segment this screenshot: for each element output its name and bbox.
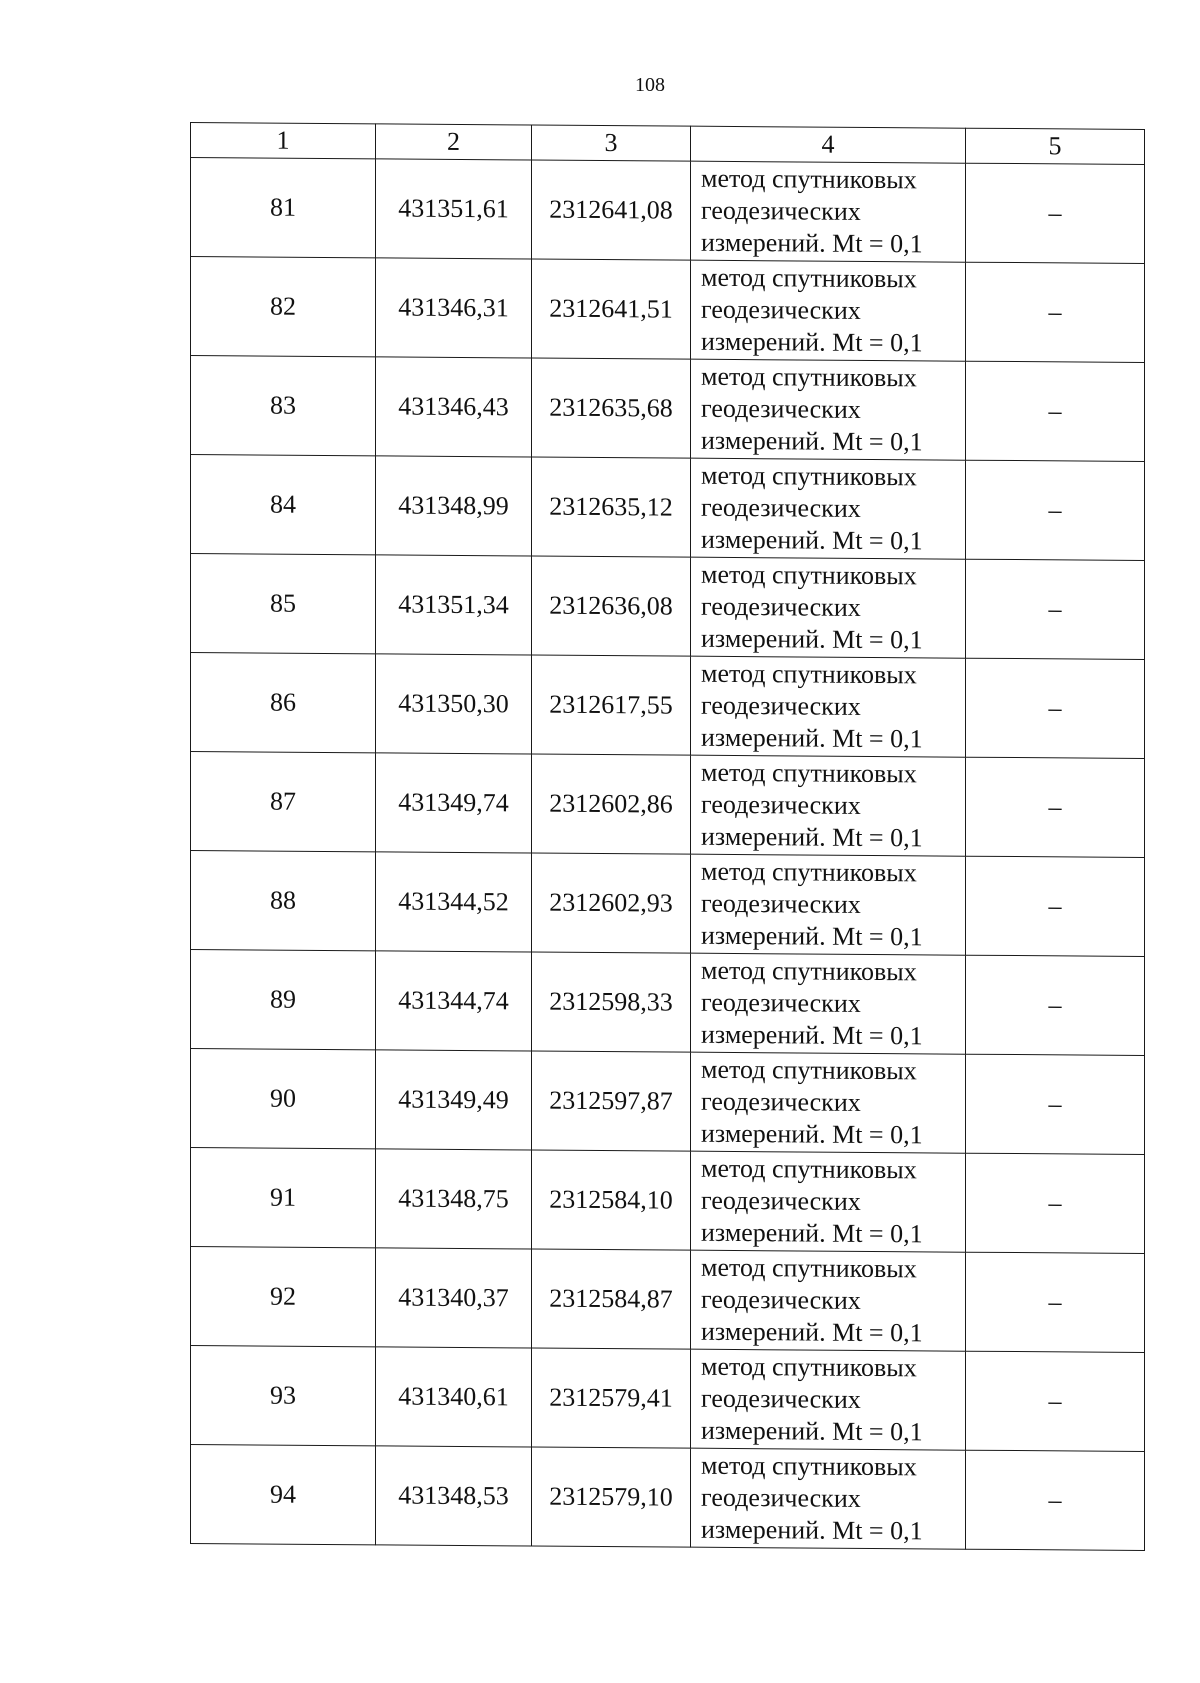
method-line: геодезических [701,987,861,1018]
table-row [191,752,1145,858]
y-coordinate-cell: 2312597,87 [532,1051,691,1151]
y-coordinate-cell: 2312641,08 [532,160,691,260]
table-row [191,158,1145,264]
table-row [191,851,1145,957]
method-line: измерений. Mt = 0,1 [701,1019,923,1051]
header-col-4: 4 [691,126,966,163]
y-coordinate-cell: 2312598,33 [532,952,691,1052]
point-number-cell: 87 [191,752,376,852]
method-cell [691,1151,966,1252]
method-line: геодезических [701,789,861,820]
method-line: метод спутниковых [701,1351,917,1383]
note-cell: – [966,856,1145,956]
y-coordinate-cell: 2312602,86 [532,754,691,854]
table-row [191,554,1145,660]
method-line: измерений. Mt = 0,1 [701,1415,923,1447]
x-coordinate-cell: 431348,99 [376,456,532,556]
y-coordinate-cell: 2312579,10 [532,1447,691,1547]
method-line: геодезических [701,1185,861,1216]
point-number-cell: 81 [191,158,376,258]
x-coordinate-cell: 431346,43 [376,357,532,457]
header-col-1: 1 [191,123,376,159]
table-row [191,1247,1145,1353]
method-line: геодезических [701,1284,861,1315]
point-number-cell: 83 [191,356,376,456]
y-coordinate-cell: 2312636,08 [532,556,691,656]
method-line: измерений. Mt = 0,1 [701,425,923,457]
method-line: геодезических [701,1383,861,1414]
method-line: метод спутниковых [701,757,917,789]
note-cell: – [966,460,1145,560]
note-cell: – [966,163,1145,263]
method-line: измерений. Mt = 0,1 [701,821,923,853]
method-line: измерений. Mt = 0,1 [701,227,923,259]
method-line: геодезических [701,393,861,424]
method-line: метод спутниковых [701,361,917,393]
method-cell [691,1349,966,1450]
method-cell [691,755,966,856]
method-line: геодезических [701,1086,861,1117]
method-line: геодезических [701,690,861,721]
x-coordinate-cell: 431348,75 [376,1149,532,1249]
note-cell: – [966,559,1145,659]
y-coordinate-cell: 2312584,10 [532,1150,691,1250]
x-coordinate-cell: 431350,30 [376,654,532,754]
method-cell [691,1250,966,1351]
point-number-cell: 90 [191,1049,376,1149]
coordinates-table [190,122,1145,1551]
x-coordinate-cell: 431344,74 [376,951,532,1051]
table-row [191,1148,1145,1254]
method-line: геодезических [701,492,861,523]
page-number: 108 [635,74,665,96]
table-row [191,455,1145,561]
method-line: метод спутниковых [701,460,917,492]
point-number-cell: 88 [191,851,376,951]
method-line: геодезических [701,1482,861,1513]
y-coordinate-cell: 2312635,12 [532,457,691,557]
y-coordinate-cell: 2312635,68 [532,358,691,458]
table-row [191,950,1145,1056]
point-number-cell: 82 [191,257,376,357]
x-coordinate-cell: 431344,52 [376,852,532,952]
x-coordinate-cell: 431349,49 [376,1050,532,1150]
y-coordinate-cell: 2312579,41 [532,1348,691,1448]
header-col-3: 3 [532,125,691,161]
method-line: метод спутниковых [701,1450,917,1482]
method-line: метод спутниковых [701,262,917,294]
method-line: метод спутниковых [701,955,917,987]
method-line: измерений. Mt = 0,1 [701,524,923,556]
header-col-2: 2 [376,124,532,160]
note-cell: – [966,361,1145,461]
x-coordinate-cell: 431340,37 [376,1248,532,1348]
method-line: измерений. Mt = 0,1 [701,326,923,358]
method-line: измерений. Mt = 0,1 [701,1118,923,1150]
note-cell: – [966,757,1145,857]
y-coordinate-cell: 2312617,55 [532,655,691,755]
x-coordinate-cell: 431340,61 [376,1347,532,1447]
method-line: измерений. Mt = 0,1 [701,1217,923,1249]
header-col-5: 5 [966,128,1145,164]
method-line: геодезических [701,888,861,919]
table-row [191,257,1145,363]
method-line: метод спутниковых [701,163,917,195]
method-line: метод спутниковых [701,658,917,690]
note-cell: – [966,955,1145,1055]
method-cell [691,359,966,460]
x-coordinate-cell: 431348,53 [376,1446,532,1546]
method-cell [691,557,966,658]
method-cell [691,656,966,757]
x-coordinate-cell: 431349,74 [376,753,532,853]
method-cell [691,458,966,559]
method-line: измерений. Mt = 0,1 [701,1514,923,1546]
x-coordinate-cell: 431351,34 [376,555,532,655]
method-cell [691,260,966,361]
x-coordinate-cell: 431351,61 [376,159,532,259]
point-number-cell: 85 [191,554,376,654]
table-body [191,158,1145,1551]
method-line: геодезических [701,195,861,226]
method-line: метод спутниковых [701,559,917,591]
note-cell: – [966,1351,1145,1451]
method-cell [691,854,966,955]
y-coordinate-cell: 2312641,51 [532,259,691,359]
method-line: геодезических [701,294,861,325]
method-cell [691,953,966,1054]
method-line: измерений. Mt = 0,1 [701,623,923,655]
note-cell: – [966,658,1145,758]
method-line: метод спутниковых [701,856,917,888]
point-number-cell: 91 [191,1148,376,1248]
point-number-cell: 92 [191,1247,376,1347]
note-cell: – [966,262,1145,362]
note-cell: – [966,1153,1145,1253]
point-number-cell: 93 [191,1346,376,1446]
table-row [191,1049,1145,1155]
method-line: метод спутниковых [701,1153,917,1185]
note-cell: – [966,1054,1145,1154]
method-line: метод спутниковых [701,1252,917,1284]
table-row [191,1445,1145,1551]
method-cell [691,1052,966,1153]
table-row [191,356,1145,462]
method-cell [691,1448,966,1549]
note-cell: – [966,1252,1145,1352]
table-row [191,653,1145,759]
method-line: измерений. Mt = 0,1 [701,722,923,754]
point-number-cell: 84 [191,455,376,555]
point-number-cell: 94 [191,1445,376,1545]
x-coordinate-cell: 431346,31 [376,258,532,358]
point-number-cell: 89 [191,950,376,1050]
table-row [191,1346,1145,1452]
y-coordinate-cell: 2312584,87 [532,1249,691,1349]
method-line: метод спутниковых [701,1054,917,1086]
method-line: измерений. Mt = 0,1 [701,1316,923,1348]
y-coordinate-cell: 2312602,93 [532,853,691,953]
point-number-cell: 86 [191,653,376,753]
method-line: измерений. Mt = 0,1 [701,920,923,952]
note-cell: – [966,1450,1145,1550]
method-line: геодезических [701,591,861,622]
method-cell [691,161,966,262]
